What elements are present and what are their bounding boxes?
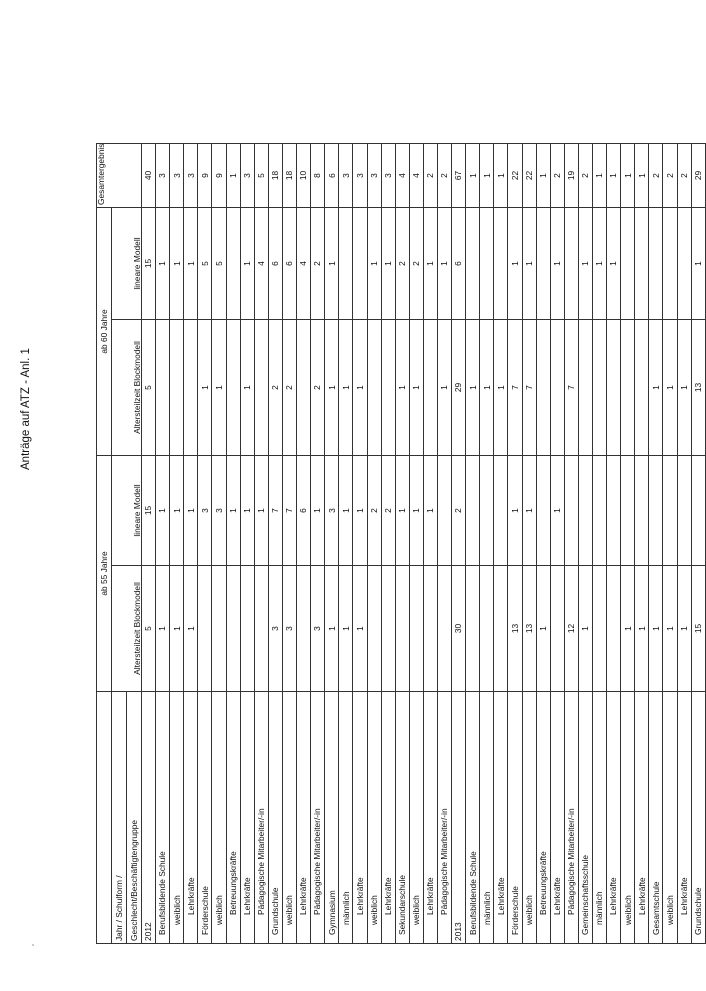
row-label: weiblich [409, 692, 423, 944]
row-value: 1 [170, 208, 184, 320]
row-value: 1 [311, 456, 325, 566]
row-value: 3 [184, 144, 198, 208]
row-value: 1 [466, 320, 480, 456]
row-value: 1 [508, 456, 522, 566]
row-label: Lehrkräfte [240, 692, 254, 944]
row-value: 6 [282, 208, 296, 320]
row-value: 15 [142, 208, 156, 320]
row-value: 2 [367, 456, 381, 566]
row-value [621, 456, 635, 566]
table-row [226, 144, 240, 944]
row-value: 1 [339, 456, 353, 566]
row-value: 1 [635, 566, 649, 692]
row-value: 1 [353, 320, 367, 456]
row-value [607, 456, 621, 566]
table-row [522, 144, 536, 944]
row-label: Betreuungskräfte [226, 692, 240, 944]
row-value: 1 [325, 208, 339, 320]
row-value: 1 [254, 456, 268, 566]
row-label: weiblich [170, 692, 184, 944]
row-value: 9 [198, 144, 212, 208]
row-value: 1 [522, 456, 536, 566]
row-label: weiblich [621, 692, 635, 944]
row-value: 7 [522, 320, 536, 456]
row-value: 1 [325, 566, 339, 692]
row-value [564, 456, 578, 566]
row-value: 5 [142, 566, 156, 692]
row-value: 1 [593, 144, 607, 208]
row-label: Grundschule [268, 692, 282, 944]
row-value: 40 [142, 144, 156, 208]
row-value: 19 [564, 144, 578, 208]
row-value: 3 [381, 144, 395, 208]
table-row [367, 144, 381, 944]
header-linear-55: lineare Modell [112, 456, 142, 566]
row-value: 2 [550, 144, 564, 208]
row-value: 1 [621, 144, 635, 208]
row-value: 1 [212, 320, 226, 456]
row-value: 1 [635, 144, 649, 208]
table-row [677, 144, 691, 944]
row-value [494, 456, 508, 566]
row-value: 1 [381, 208, 395, 320]
row-value: 1 [550, 456, 564, 566]
row-value: 1 [663, 320, 677, 456]
scan-dot [32, 944, 34, 946]
row-label: Lehrkräfte [353, 692, 367, 944]
row-value: 1 [184, 208, 198, 320]
row-value [635, 456, 649, 566]
row-value: 4 [395, 144, 409, 208]
row-value: 1 [593, 208, 607, 320]
row-value: 1 [184, 456, 198, 566]
row-value: 1 [409, 320, 423, 456]
row-value: 1 [198, 320, 212, 456]
row-label: Lehrkräfte [607, 692, 621, 944]
row-value: 1 [677, 566, 691, 692]
row-value: 3 [268, 566, 282, 692]
row-value: 2 [282, 320, 296, 456]
table-row [536, 144, 550, 944]
table-row [578, 144, 592, 944]
row-label: Pädagogische Mitarbeiter/-in [254, 692, 268, 944]
row-value: 2 [663, 144, 677, 208]
row-value: 3 [282, 566, 296, 692]
row-value [466, 566, 480, 692]
table-row [593, 144, 607, 944]
row-value: 4 [254, 208, 268, 320]
row-value [621, 208, 635, 320]
row-value: 1 [508, 208, 522, 320]
row-label: weiblich [367, 692, 381, 944]
row-value: 1 [480, 144, 494, 208]
row-value [466, 456, 480, 566]
row-label: Betreuungskräfte [536, 692, 550, 944]
row-value: 1 [607, 208, 621, 320]
row-value: 15 [142, 456, 156, 566]
row-value: 3 [212, 456, 226, 566]
row-value [593, 456, 607, 566]
row-value: 15 [691, 566, 705, 692]
row-value [536, 320, 550, 456]
row-label: Förderschule [508, 692, 522, 944]
row-value: 7 [564, 320, 578, 456]
row-value: 1 [184, 566, 198, 692]
row-value: 1 [226, 144, 240, 208]
row-value [437, 456, 451, 566]
row-value [593, 320, 607, 456]
row-value: 2 [409, 208, 423, 320]
row-value: 3 [198, 456, 212, 566]
row-value: 2 [311, 320, 325, 456]
table-row [409, 144, 423, 944]
row-value [635, 320, 649, 456]
row-value [649, 456, 663, 566]
header-group-55: ab 55 Jahre [97, 456, 112, 692]
row-value [254, 320, 268, 456]
row-value [466, 208, 480, 320]
row-value: 1 [423, 456, 437, 566]
row-value [297, 320, 311, 456]
row-value [663, 208, 677, 320]
row-value: 1 [240, 320, 254, 456]
row-value: 2 [268, 320, 282, 456]
row-value: 7 [508, 320, 522, 456]
row-value [395, 566, 409, 692]
row-value: 1 [621, 566, 635, 692]
row-value: 1 [240, 208, 254, 320]
row-label: Förderschule [198, 692, 212, 944]
row-value [677, 208, 691, 320]
row-value [635, 208, 649, 320]
row-value: 1 [395, 320, 409, 456]
row-value: 1 [156, 566, 170, 692]
row-value: 1 [325, 320, 339, 456]
table-body [142, 144, 706, 944]
row-value: 1 [536, 144, 550, 208]
row-value: 1 [522, 208, 536, 320]
header-col0-line2: Geschlecht/Beschäftigtengruppe [127, 692, 142, 944]
row-label: Pädagogische Mitarbeiter/-in [311, 692, 325, 944]
row-value: 3 [156, 144, 170, 208]
row-value [578, 320, 592, 456]
table-row [691, 144, 705, 944]
table-row [297, 144, 311, 944]
rotated-table-container [96, 143, 703, 944]
table-row [212, 144, 226, 944]
row-value: 4 [409, 144, 423, 208]
row-value: 1 [649, 320, 663, 456]
row-value: 30 [452, 566, 466, 692]
row-label: Lehrkräfte [550, 692, 564, 944]
row-value: 5 [142, 320, 156, 456]
header-group-60: ab 60 Jahre [97, 208, 112, 456]
row-value: 3 [240, 144, 254, 208]
row-value [226, 320, 240, 456]
row-label: männlich [339, 692, 353, 944]
table-row [170, 144, 184, 944]
row-value: 5 [212, 208, 226, 320]
row-value: 3 [325, 456, 339, 566]
row-value: 1 [353, 566, 367, 692]
row-value: 6 [325, 144, 339, 208]
row-label: Lehrkräfte [184, 692, 198, 944]
row-value: 13 [691, 320, 705, 456]
row-value: 7 [282, 456, 296, 566]
row-value [297, 566, 311, 692]
header-linear-60: lineare Modell [112, 208, 142, 320]
row-value: 6 [452, 208, 466, 320]
header-total: Gesamtergebnis [97, 144, 142, 208]
row-value [198, 566, 212, 692]
table-row [649, 144, 663, 944]
row-value: 1 [423, 208, 437, 320]
row-value: 1 [409, 456, 423, 566]
header-block-55: Altersteilzeit Blockmodell [112, 566, 142, 692]
row-value [564, 208, 578, 320]
table-row [156, 144, 170, 944]
table-row [254, 144, 268, 944]
row-value [536, 208, 550, 320]
row-label: Lehrkräfte [494, 692, 508, 944]
row-value: 6 [297, 456, 311, 566]
row-value: 1 [494, 320, 508, 456]
row-value: 1 [607, 144, 621, 208]
row-label: Lehrkräfte [677, 692, 691, 944]
row-value: 5 [198, 208, 212, 320]
table-row [564, 144, 578, 944]
row-value: 13 [508, 566, 522, 692]
row-value [437, 566, 451, 692]
row-value: 18 [268, 144, 282, 208]
row-value [663, 456, 677, 566]
row-value: 1 [550, 208, 564, 320]
table-row [423, 144, 437, 944]
table-row [480, 144, 494, 944]
row-label: Gymnasium [325, 692, 339, 944]
row-value: 3 [339, 144, 353, 208]
row-value: 1 [395, 456, 409, 566]
row-value: 2 [437, 144, 451, 208]
row-value [494, 208, 508, 320]
row-value [170, 320, 184, 456]
row-label: weiblich [663, 692, 677, 944]
table-row [607, 144, 621, 944]
row-value: 18 [282, 144, 296, 208]
row-value: 22 [508, 144, 522, 208]
header-col0-line1: Jahr / Schulform / [112, 692, 127, 944]
row-label: Lehrkräfte [423, 692, 437, 944]
row-label: Sekundarschule [395, 692, 409, 944]
table-row [184, 144, 198, 944]
table-row [339, 144, 353, 944]
row-value [593, 566, 607, 692]
row-value: 1 [353, 456, 367, 566]
row-value: 1 [437, 320, 451, 456]
row-value: 3 [367, 144, 381, 208]
table-row [142, 144, 156, 944]
row-value: 9 [212, 144, 226, 208]
row-value: 13 [522, 566, 536, 692]
row-value [367, 320, 381, 456]
row-value [480, 566, 494, 692]
row-value: 29 [452, 320, 466, 456]
row-value: 7 [268, 456, 282, 566]
row-value [607, 566, 621, 692]
row-label: Lehrkräfte [297, 692, 311, 944]
row-value [536, 456, 550, 566]
table-row [311, 144, 325, 944]
row-value: 3 [311, 566, 325, 692]
row-label: weiblich [522, 692, 536, 944]
table-row [353, 144, 367, 944]
row-value: 1 [170, 456, 184, 566]
row-value: 2 [649, 144, 663, 208]
table-row [621, 144, 635, 944]
header-empty [97, 692, 112, 944]
row-label: 2013 [452, 692, 466, 944]
table-row [466, 144, 480, 944]
row-value [367, 566, 381, 692]
row-value [381, 320, 395, 456]
table-row [550, 144, 564, 944]
row-value: 2 [311, 208, 325, 320]
table-row [663, 144, 677, 944]
row-value [226, 208, 240, 320]
row-label: Berufsbildende Schule [466, 692, 480, 944]
row-value: 8 [311, 144, 325, 208]
row-value: 3 [170, 144, 184, 208]
row-value: 1 [691, 208, 705, 320]
row-value: 3 [353, 144, 367, 208]
row-value: 1 [437, 208, 451, 320]
table-row [635, 144, 649, 944]
row-value: 1 [663, 566, 677, 692]
row-value: 1 [677, 320, 691, 456]
row-value [240, 566, 254, 692]
row-value: 1 [578, 566, 592, 692]
row-value [550, 320, 564, 456]
row-label: männlich [480, 692, 494, 944]
atz-table [96, 143, 706, 944]
row-value: 1 [367, 208, 381, 320]
row-label: Berufsbildende Schule [156, 692, 170, 944]
table-row [452, 144, 466, 944]
table-row [325, 144, 339, 944]
row-value [212, 566, 226, 692]
row-value: 1 [649, 566, 663, 692]
row-value [353, 208, 367, 320]
table-row [240, 144, 254, 944]
row-value [423, 566, 437, 692]
row-value: 1 [466, 144, 480, 208]
row-value [691, 456, 705, 566]
row-value: 2 [395, 208, 409, 320]
row-label: Lehrkräfte [381, 692, 395, 944]
row-value: 2 [423, 144, 437, 208]
row-value [607, 320, 621, 456]
row-value [184, 320, 198, 456]
row-label: weiblich [212, 692, 226, 944]
row-value [480, 456, 494, 566]
row-value: 1 [156, 456, 170, 566]
row-value: 6 [268, 208, 282, 320]
row-value: 2 [452, 456, 466, 566]
row-value: 67 [452, 144, 466, 208]
row-value: 2 [381, 456, 395, 566]
row-label: Grundschule [691, 692, 705, 944]
row-value: 1 [494, 144, 508, 208]
header-block-60: Altersteilzeit Blockmodell [112, 320, 142, 456]
header-row-col0-line1 [112, 144, 127, 944]
row-label: 2012 [142, 692, 156, 944]
row-value [649, 208, 663, 320]
row-value [621, 320, 635, 456]
row-label: Pädagogische Mitarbeiter/-in [564, 692, 578, 944]
row-value [494, 566, 508, 692]
row-value [339, 208, 353, 320]
row-value [381, 566, 395, 692]
row-value: 22 [522, 144, 536, 208]
row-value: 1 [339, 566, 353, 692]
row-value [226, 566, 240, 692]
row-value: 1 [578, 208, 592, 320]
row-value: 2 [578, 144, 592, 208]
row-value [677, 456, 691, 566]
table-row [282, 144, 296, 944]
row-value: 1 [226, 456, 240, 566]
row-value [409, 566, 423, 692]
row-value [480, 208, 494, 320]
row-value [550, 566, 564, 692]
row-value [254, 566, 268, 692]
table-row [381, 144, 395, 944]
table-row [268, 144, 282, 944]
row-label: Gesamtschule [649, 692, 663, 944]
row-value [578, 456, 592, 566]
row-value: 1 [170, 566, 184, 692]
header-row-groups [97, 144, 112, 944]
row-value: 1 [536, 566, 550, 692]
page-title: Anträge auf ATZ - Anl. 1 [20, 348, 32, 470]
row-value: 4 [297, 208, 311, 320]
table-row [198, 144, 212, 944]
row-label: Lehrkräfte [635, 692, 649, 944]
row-label: männlich [593, 692, 607, 944]
row-label: weiblich [282, 692, 296, 944]
row-value: 2 [677, 144, 691, 208]
row-value [423, 320, 437, 456]
row-value: 10 [297, 144, 311, 208]
table-row [508, 144, 522, 944]
row-value: 1 [339, 320, 353, 456]
row-label: Gemeinschaftsschule [578, 692, 592, 944]
row-value: 1 [240, 456, 254, 566]
row-value: 29 [691, 144, 705, 208]
table-row [395, 144, 409, 944]
row-value: 1 [480, 320, 494, 456]
table-row [494, 144, 508, 944]
row-value: 1 [156, 208, 170, 320]
row-value [156, 320, 170, 456]
row-value: 12 [564, 566, 578, 692]
row-label: Pädagogische Mitarbeiter/-in [437, 692, 451, 944]
table-row [437, 144, 451, 944]
row-value: 5 [254, 144, 268, 208]
